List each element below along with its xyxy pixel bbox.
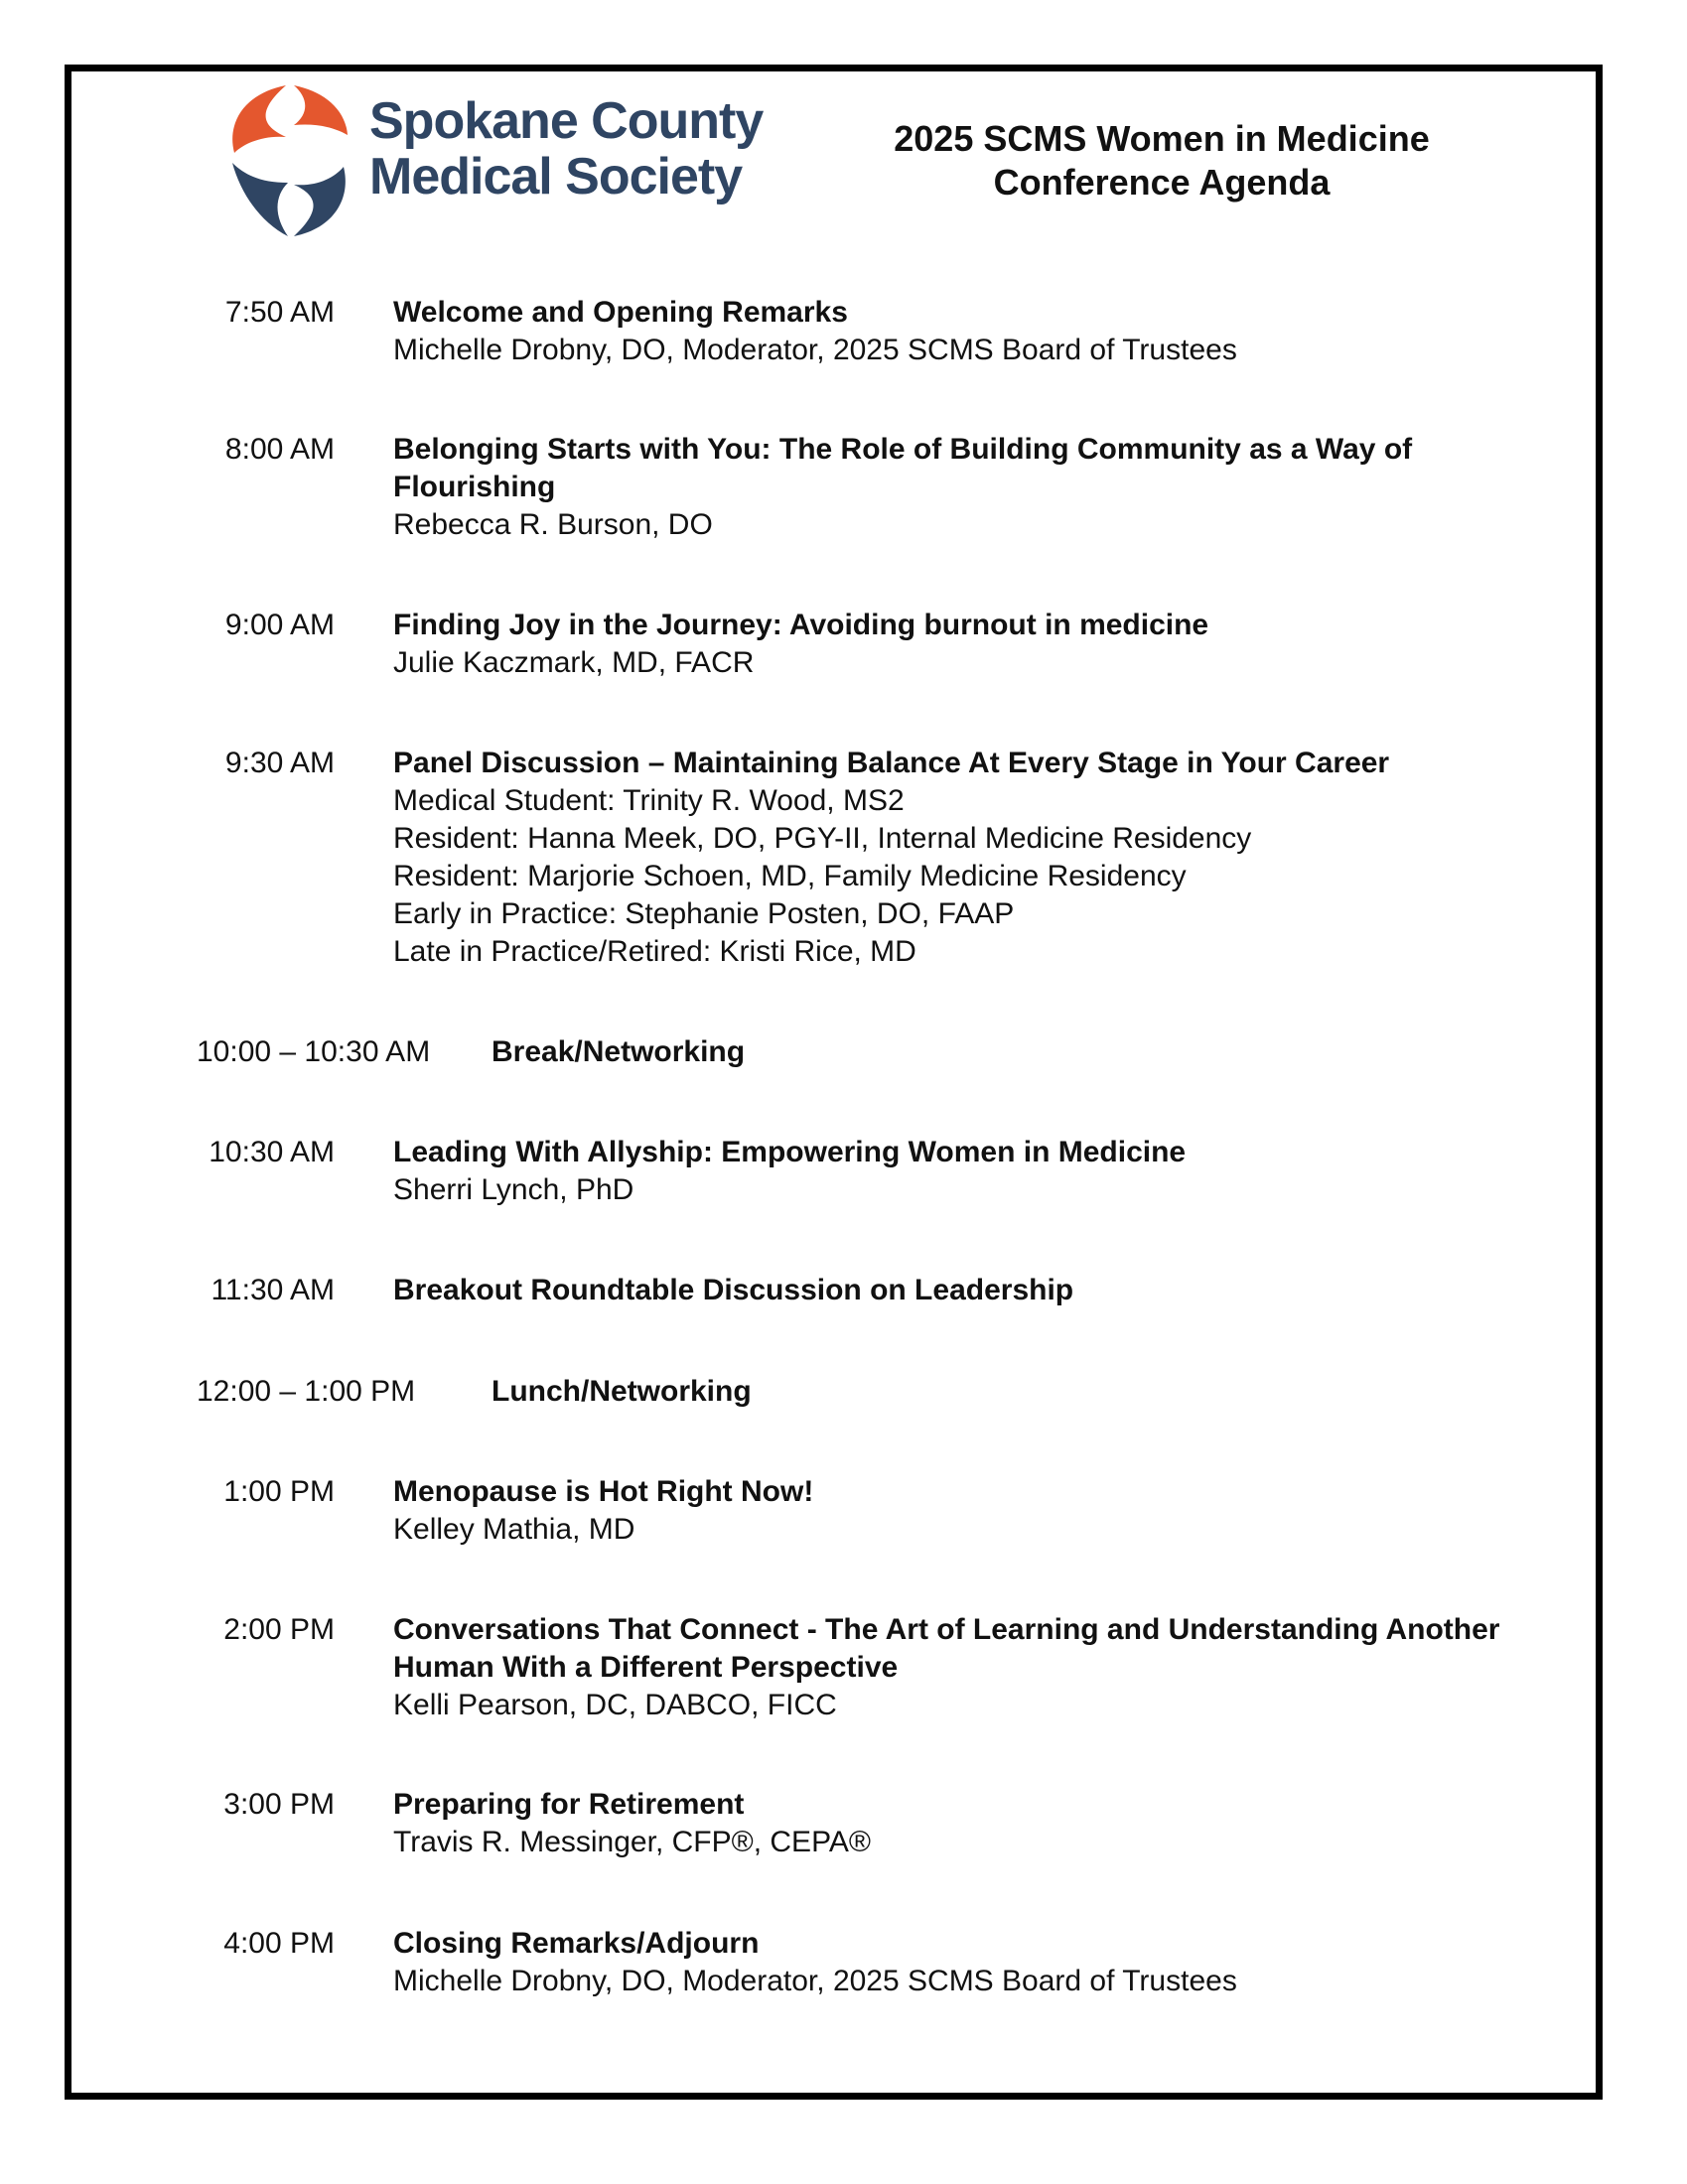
speaker: Michelle Drobny, DO, Moderator, 2025 SCMS Board of Trustees [393, 334, 1237, 366]
agenda-time: 9:30 AM [224, 747, 335, 779]
agenda-details [393, 745, 1535, 971]
agenda-details [492, 1373, 1633, 1411]
agenda-time: 9:00 AM [224, 609, 335, 641]
session-title: Menopause is Hot Right Now! [393, 1475, 814, 1508]
session-title: Finding Joy in the Journey: Avoiding burnout in medicine [393, 609, 1209, 641]
speaker: Kelli Pearson, DC, DABCO, FICC [393, 1689, 837, 1721]
agenda-details [393, 1272, 1535, 1309]
session-title: Closing Remarks/Adjourn [393, 1927, 760, 1960]
session-title: Breakout Roundtable Discussion on Leadership [393, 1274, 1074, 1306]
session-title: Break/Networking [492, 1035, 746, 1068]
speaker: Rebecca R. Burson, DO [393, 508, 713, 541]
agenda-details [393, 1611, 1535, 1724]
agenda-time: 10:30 AM [209, 1136, 335, 1168]
speaker: Early in Practice: Stephanie Posten, DO, FAAP [393, 897, 1015, 930]
session-title: Leading With Allyship: Empowering Women in Medicine [393, 1136, 1187, 1168]
agenda-time: 3:00 PM [223, 1788, 335, 1821]
agenda-details [492, 1033, 1633, 1071]
title-line1: 2025 SCMS Women in Medicine [894, 118, 1430, 159]
speaker: Resident: Hanna Meek, DO, PGY-II, Internal Medicine Residency [393, 822, 1252, 855]
agenda-time: 10:00 – 10:30 AM [197, 1035, 431, 1068]
agenda-details [393, 294, 1535, 369]
agenda-details [393, 1786, 1535, 1861]
agenda-time: 8:00 AM [224, 433, 335, 466]
speaker: Late in Practice/Retired: Kristi Rice, MD [393, 935, 916, 968]
document-title [854, 117, 1470, 205]
agenda-time: 1:00 PM [223, 1475, 335, 1508]
agenda-details [393, 1473, 1535, 1549]
agenda-time: 12:00 – 1:00 PM [197, 1375, 416, 1408]
scms-logo [224, 83, 800, 238]
agenda-details [393, 1134, 1535, 1209]
agenda-time: 11:30 AM [211, 1274, 335, 1306]
logo-text-line2: Medical Society [369, 148, 743, 205]
speaker: Julie Kaczmark, MD, FACR [393, 646, 755, 679]
session-title: Belonging Starts with You: The Role of Building Community as a Way of Flourishing [393, 433, 1413, 503]
agenda-details [393, 1925, 1535, 2000]
agenda-time: 2:00 PM [223, 1613, 335, 1646]
session-title: Welcome and Opening Remarks [393, 296, 848, 329]
agenda-details [393, 431, 1535, 544]
logo-text-line1: Spokane County [369, 92, 764, 150]
speaker: Sherri Lynch, PhD [393, 1173, 634, 1206]
speaker: Kelley Mathia, MD [393, 1513, 635, 1546]
speaker: Medical Student: Trinity R. Wood, MS2 [393, 784, 905, 817]
agenda-details [393, 607, 1535, 682]
session-title: Conversations That Connect - The Art of Learning and Understanding Another Human With a Different Perspective [393, 1613, 1500, 1684]
speaker: Michelle Drobny, DO, Moderator, 2025 SCMS Board of Trustees [393, 1965, 1237, 1997]
agenda-time: 4:00 PM [223, 1927, 335, 1960]
agenda-time: 7:50 AM [224, 296, 335, 329]
logo-mark-icon [224, 83, 353, 238]
session-title: Preparing for Retirement [393, 1788, 745, 1821]
speaker: Travis R. Messinger, CFP®, CEPA® [393, 1826, 871, 1858]
session-title: Lunch/Networking [492, 1375, 752, 1408]
session-title: Panel Discussion – Maintaining Balance At Every Stage in Your Career [393, 747, 1390, 779]
speaker: Resident: Marjorie Schoen, MD, Family Medicine Residency [393, 860, 1187, 892]
title-line2: Conference Agenda [993, 162, 1331, 203]
